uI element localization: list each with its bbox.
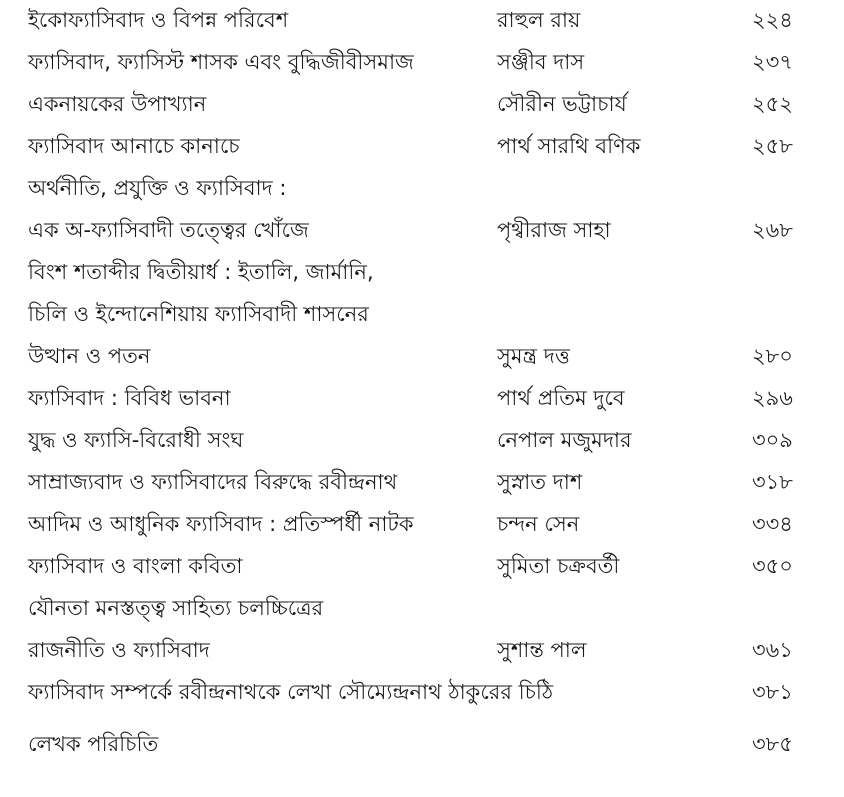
toc-entry-title: ইকোফ্যাসিবাদ ও বিপন্ন পরিবেশ [28, 8, 289, 32]
toc-entry [0, 2, 844, 38]
toc-entry-page: ৩৫০ [752, 554, 793, 578]
toc-entry-title: লেখক পরিচিতি [28, 732, 159, 756]
toc-entry-title: ফ্যাসিবাদ : বিবিধ ভাবনা [28, 386, 231, 410]
toc-entry-author: সৌরীন ভট্টাচার্য [497, 92, 627, 116]
toc-entry-author: সুমন্ত্র দত্ত [497, 344, 570, 368]
toc-entry-page: ৩০৯ [752, 428, 793, 452]
toc-entry-author: পার্থ প্রতিম দুবে [497, 386, 625, 410]
toc-entry-author: সুমিতা চক্রবর্তী [497, 554, 620, 578]
toc-entry-page: ২৬৮ [752, 218, 793, 242]
toc-entry-title: যৌনতা মনস্তত্ত্ব সাহিত্য চলচ্চিত্রের [28, 596, 324, 620]
toc-entry-page: ৩৮১ [752, 680, 793, 704]
toc-entry-title: রাজনীতি ও ফ্যাসিবাদ [28, 638, 210, 662]
toc-entry [0, 590, 844, 626]
toc-entry-page: ২৩৭ [752, 50, 793, 74]
toc-entry [0, 674, 844, 710]
toc-entry-title: ফ্যাসিবাদ, ফ্যাসিস্ট শাসক এবং বুদ্ধিজীবীসমাজ [28, 50, 414, 74]
toc-entry [0, 726, 844, 762]
toc-entry-title: এক অ-ফ্যাসিবাদী তত্ত্বের খোঁজে [28, 218, 309, 242]
toc-entry-author: পার্থ সারথি বণিক [497, 134, 641, 158]
toc-entry-title: ফ্যাসিবাদ আনাচে কানাচে [28, 134, 240, 158]
toc-entry [0, 44, 844, 80]
toc-entry [0, 212, 844, 248]
toc-entry [0, 506, 844, 542]
toc-entry-author: নেপাল মজুমদার [497, 428, 632, 452]
toc-entry [0, 128, 844, 164]
toc-entry-page: ৩৮৫ [752, 732, 793, 756]
toc-entry-title: আদিম ও আধুনিক ফ্যাসিবাদ : প্রতিস্পর্ধী নাটক [28, 512, 414, 536]
toc-entry-author: সুশান্ত পাল [497, 638, 587, 662]
toc-entry-title: একনায়কের উপাখ্যান [28, 92, 207, 116]
toc-entry-page: ৩৩৪ [752, 512, 793, 536]
toc-entry [0, 170, 844, 206]
toc-entry [0, 254, 844, 290]
toc-entry-title: বিংশ শতাব্দীর দ্বিতীয়ার্ধ : ইতালি, জার্মানি, [28, 260, 374, 284]
toc-entry-title: ফ্যাসিবাদ সম্পর্কে রবীন্দ্রনাথকে লেখা সৌম্যেন্দ্রনাথ ঠাকুরের চিঠি [28, 680, 554, 704]
toc-entry-page: ২৮০ [752, 344, 793, 368]
toc-entry-author: সঞ্জীব দাস [497, 50, 585, 74]
toc-entry [0, 548, 844, 584]
toc-entry-title: ফ্যাসিবাদ ও বাংলা কবিতা [28, 554, 243, 578]
toc-entry-author: পৃথ্বীরাজ সাহা [497, 218, 611, 242]
toc-entry-page: ৩১৮ [752, 470, 793, 494]
toc-entry-title: যুদ্ধ ও ফ্যাসি-বিরোধী সংঘ [28, 428, 244, 452]
toc-entry-author: চন্দন সেন [497, 512, 580, 536]
toc-entry-author: রাহুল রায় [497, 8, 581, 32]
toc-entry-page: ৩৬১ [752, 638, 793, 662]
toc-entry-page: ২৫৮ [752, 134, 793, 158]
toc-entry [0, 422, 844, 458]
toc-entry-title: সাম্রাজ্যবাদ ও ফ্যাসিবাদের বিরুদ্ধে রবীন্দ্রনাথ [28, 470, 398, 494]
toc-entry-title: উত্থান ও পতন [28, 344, 151, 368]
toc-entry-author: সুস্নাত দাশ [497, 470, 583, 494]
toc-entry-page: ২৯৬ [752, 386, 793, 410]
toc-entry [0, 464, 844, 500]
toc-entry-page: ২৫২ [752, 92, 793, 116]
toc-entry [0, 338, 844, 374]
toc-entry-page: ২২৪ [752, 8, 793, 32]
toc-entry [0, 380, 844, 416]
toc-entry [0, 296, 844, 332]
toc-entry [0, 86, 844, 122]
toc-entry [0, 632, 844, 668]
toc-entry-title: চিলি ও ইন্দোনেশিয়ায় ফ্যাসিবাদী শাসনের [28, 302, 369, 326]
toc-entry-title: অর্থনীতি, প্রযুক্তি ও ফ্যাসিবাদ : [28, 176, 287, 200]
